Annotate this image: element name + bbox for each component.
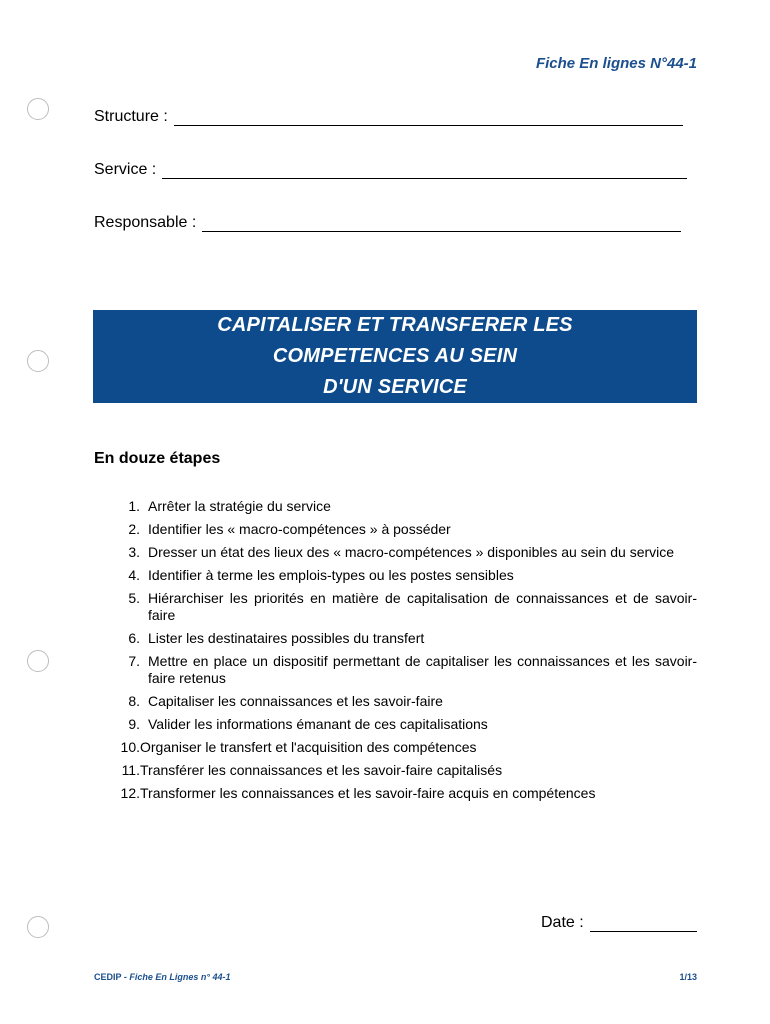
step-number: 8.	[128, 693, 140, 709]
title-line-3: D'UN SERVICE	[323, 376, 467, 398]
step-number: 10.	[120, 739, 140, 755]
structure-label: Structure :	[94, 108, 168, 125]
step-text: Identifier les « macro-compétences » à posséder	[148, 521, 451, 537]
step-text: Identifier à terme les emplois-types ou les postes sensibles	[148, 567, 514, 583]
step-text: Transformer les connaissances et les savoir-faire acquis en compétences	[140, 785, 596, 801]
footer-separator: -	[123, 972, 127, 982]
step-number: 2.	[128, 521, 140, 537]
step-number: 5.	[128, 590, 140, 606]
responsable-blank-line[interactable]	[202, 213, 681, 232]
step-number: 1.	[128, 498, 140, 514]
structure-field[interactable]	[94, 104, 683, 126]
step-text: Mettre en place un dispositif permettant de capitaliser les connaissances et les savoir-faire retenus	[148, 653, 697, 686]
title-banner	[93, 310, 697, 403]
date-blank-line[interactable]	[590, 913, 697, 932]
responsable-field[interactable]	[94, 210, 681, 232]
title-line-2: COMPETENCES AU SEIN	[272, 345, 518, 367]
step-text: Transférer les connaissances et les savoir-faire capitalisés	[140, 762, 503, 778]
list-item	[108, 785, 697, 802]
step-text: Hiérarchiser les priorités en matière de capitalisation de connaissances et de savoir-faire	[148, 590, 697, 623]
binder-hole	[27, 650, 49, 672]
binder-hole	[27, 98, 49, 120]
list-item	[108, 762, 697, 779]
step-number: 3.	[128, 544, 140, 560]
steps-list	[108, 498, 697, 808]
list-item	[108, 590, 697, 624]
step-number: 4.	[128, 567, 140, 583]
step-number: 9.	[128, 716, 140, 732]
list-item	[108, 739, 697, 756]
page-number: 1/13	[679, 972, 697, 982]
date-field[interactable]	[541, 913, 697, 932]
step-text: Lister les destinataires possibles du transfert	[148, 630, 425, 646]
step-text: Valider les informations émanant de ces capitalisations	[148, 716, 488, 732]
responsable-label: Responsable :	[94, 214, 197, 231]
date-label: Date :	[541, 914, 584, 931]
service-blank-line[interactable]	[162, 160, 687, 179]
step-number: 6.	[128, 630, 140, 646]
step-text: Capitaliser les connaissances et les savoir-faire	[148, 693, 443, 709]
list-item	[108, 653, 697, 687]
list-item	[108, 544, 697, 561]
step-text: Organiser le transfert et l'acquisition des compétences	[140, 739, 477, 755]
step-number: 7.	[128, 653, 140, 669]
footer-org: CEDIP	[94, 972, 122, 982]
binder-hole	[27, 350, 49, 372]
step-text: Arrêter la stratégie du service	[148, 498, 331, 514]
service-label: Service :	[94, 161, 157, 178]
fiche-reference: Fiche En lignes N°44-1	[535, 55, 697, 72]
footer-doc-ref: Fiche En Lignes n° 44-1	[129, 972, 231, 982]
footer-source	[94, 972, 231, 982]
list-item	[108, 716, 697, 733]
list-item	[108, 498, 697, 515]
list-item	[108, 567, 697, 584]
step-number: 12.	[120, 785, 140, 801]
structure-blank-line[interactable]	[174, 107, 683, 126]
title-line-1: CAPITALISER ET TRANSFERER LES	[217, 314, 573, 336]
list-item	[108, 521, 697, 538]
section-heading: En douze étapes	[94, 450, 221, 467]
step-number: 11.	[121, 762, 140, 778]
list-item	[108, 693, 697, 710]
list-item	[108, 630, 697, 647]
step-text: Dresser un état des lieux des « macro-compétences » disponibles au sein du service	[148, 544, 675, 560]
service-field[interactable]	[94, 157, 687, 179]
binder-hole	[27, 916, 49, 938]
